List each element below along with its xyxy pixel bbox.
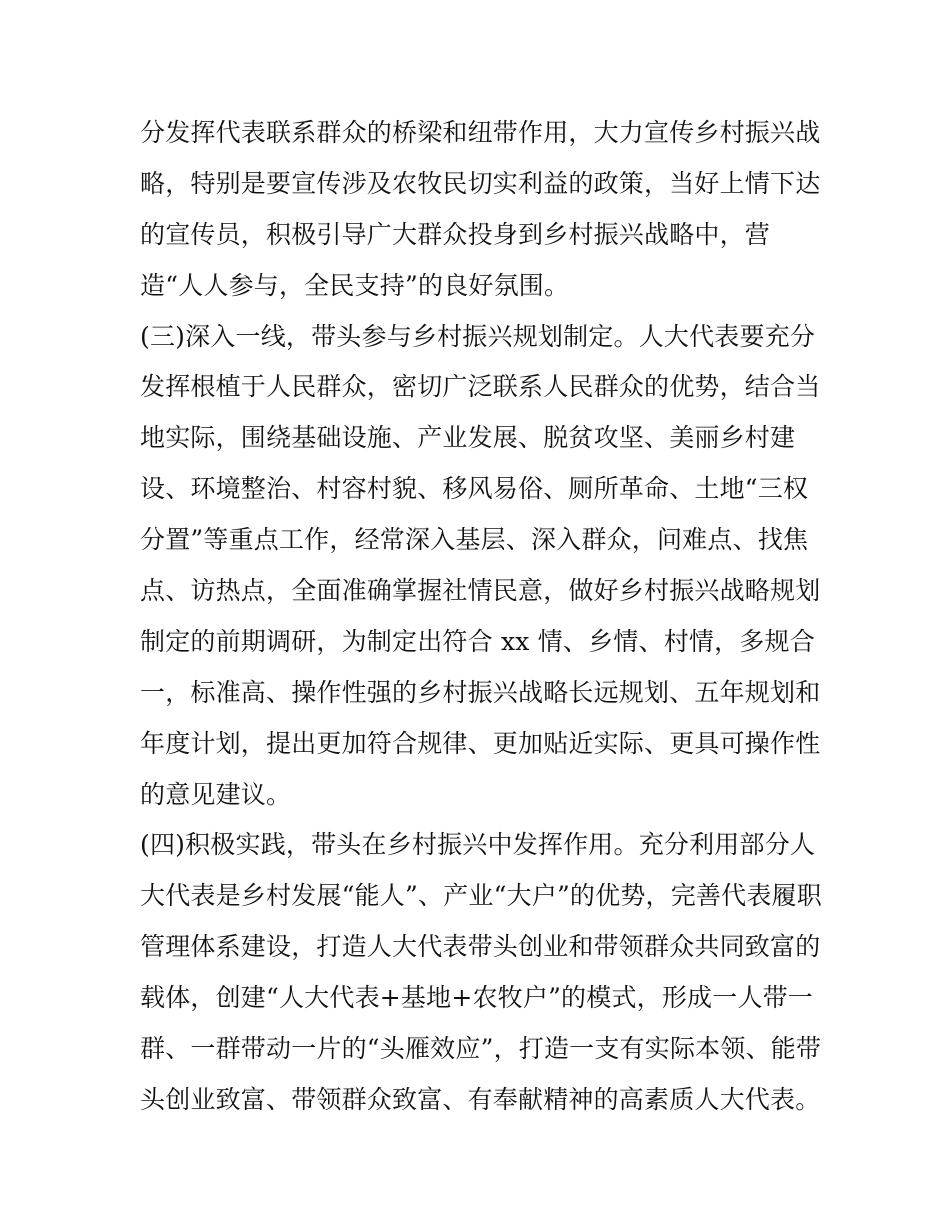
text-line: 略，特别是要宣传涉及农牧民切实利益的政策，当好上情下达 [140, 168, 821, 198]
text-line: 设、环境整治、村容村貌、移风易俗、厕所革命、土地“三权 [140, 474, 809, 504]
text-line: 一，标准高、操作性强的乡村振兴战略长远规划、五年规划和 [140, 677, 821, 707]
text-line: 地实际，围绕基础设施、产业发展、脱贫攻坚、美丽乡村建 [140, 423, 796, 453]
text-line: 年度计划，提出更加符合规律、更加贴近实际、更具可操作性 [140, 728, 821, 758]
text-line: 管理体系建设，打造人大代表带头创业和带领群众共同致富的 [140, 932, 821, 962]
text-line: 群、一群带动一片的“头雁效应”，打造一支有实际本领、能带 [140, 1034, 822, 1064]
text-line: 载体，创建“人大代表+基地+农牧户”的模式，形成一人带一 [140, 983, 814, 1013]
body-text [140, 108, 820, 1126]
text-line: 分置”等重点工作，经常深入基层、深入群众，问难点、找焦 [140, 525, 809, 555]
text-line: 头创业致富、带领群众致富、有奉献精神的高素质人大代表。 [140, 1084, 821, 1114]
text-line: 点、访热点，全面准确掌握社情民意，做好乡村振兴战略规划 [140, 576, 821, 606]
text-line: 分发挥代表联系群众的桥梁和纽带作用，大力宣传乡村振兴战 [140, 118, 821, 147]
text-line: 制定的前期调研，为制定出符合 xx 情、乡情、村情，多规合 [140, 626, 815, 656]
text-line: 大代表是乡村发展“能人”、产业“大户”的优势，完善代表履职 [140, 881, 822, 911]
text-line: 发挥根植于人民群众，密切广泛联系人民群众的优势，结合当 [140, 372, 821, 402]
text-line: 的宣传员，积极引导广大群众投身到乡村振兴战略中，营 [140, 219, 771, 249]
text-line: 的意见建议。 [140, 779, 292, 809]
text-line: (四)积极实践，带头在乡村振兴中发挥作用。充分利用部分人 [140, 830, 816, 860]
text-line: (三)深入一线，带头参与乡村振兴规划制定。人大代表要充分 [140, 321, 816, 351]
text-line: 造“人人参与，全民支持”的良好氛围。 [140, 270, 570, 300]
